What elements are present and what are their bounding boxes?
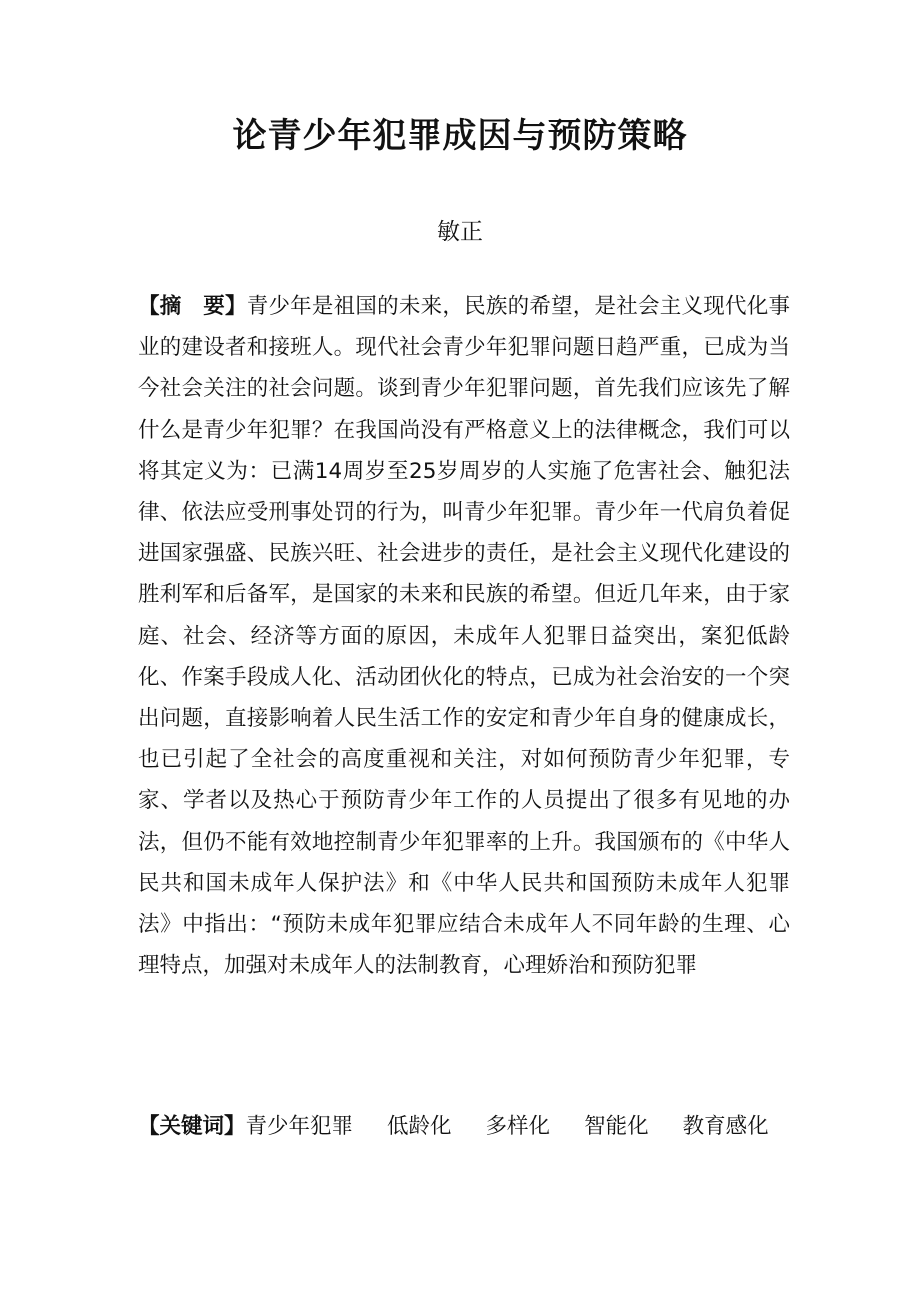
keyword-item: 多样化	[485, 1114, 551, 1139]
document-title: 论青少年犯罪成因与预防策略	[232, 116, 688, 156]
keywords-label: 【关键词】	[138, 1114, 246, 1139]
abstract-text: 青少年是祖国的未来，民族的希望，是社会主义现代化事业的建设者和接班人。现代社会青少年犯罪问题日趋严重，已成为当今社会关注的社会问题。谈到青少年犯罪问题，首先我们应该先了解什么是青少年犯罪？在我国尚没有严格意义上的法律概念，我们可以将其定义为：已满14周岁至25岁周岁的人实施了危害社会、触犯法律、依法应受刑事处罚的行为，叫青少年犯罪。青少年一代肩负着促进国家强盛、民族兴旺、社会进步的责任，是社会主义现代化建设的胜利军和后备军，是国家的未来和民族的希望。但近几年来，由于家庭、社会、经济等方面的原因，未成年人犯罪日益突出，案犯低龄化、作案手段成人化、活动团伙化的特点，已成为社会治安的一个突出问题，直接影响着人民生活工作的安定和青少年自身的健康成长，也已引起了全社会的高度重视和关注，对如何预防青少年犯罪，专家、学者以及热心于预防青少年工作的人员提出了很多有见地的办法，但仍不能有效地控制青少年犯罪率的上升。我国颁布的《中华人民共和国未成年人保护法》和《中华人民共和国预防未成年人犯罪法》中指出：“预防未成年犯罪应结合未成年人不同年龄的生理、心理特点，加强对未成年人的法制教育，心理娇治和预防犯罪	[138, 294, 790, 979]
keyword-item: 青少年犯罪	[245, 1114, 354, 1139]
keyword-item: 教育感化	[682, 1114, 769, 1139]
keywords-line	[138, 1106, 818, 1147]
abstract-paragraph	[138, 286, 790, 986]
abstract-label: 【摘 要】	[138, 294, 247, 319]
keyword-item: 低龄化	[387, 1114, 452, 1139]
document-author: 敏正	[437, 219, 483, 245]
keyword-item: 智能化	[584, 1114, 649, 1139]
